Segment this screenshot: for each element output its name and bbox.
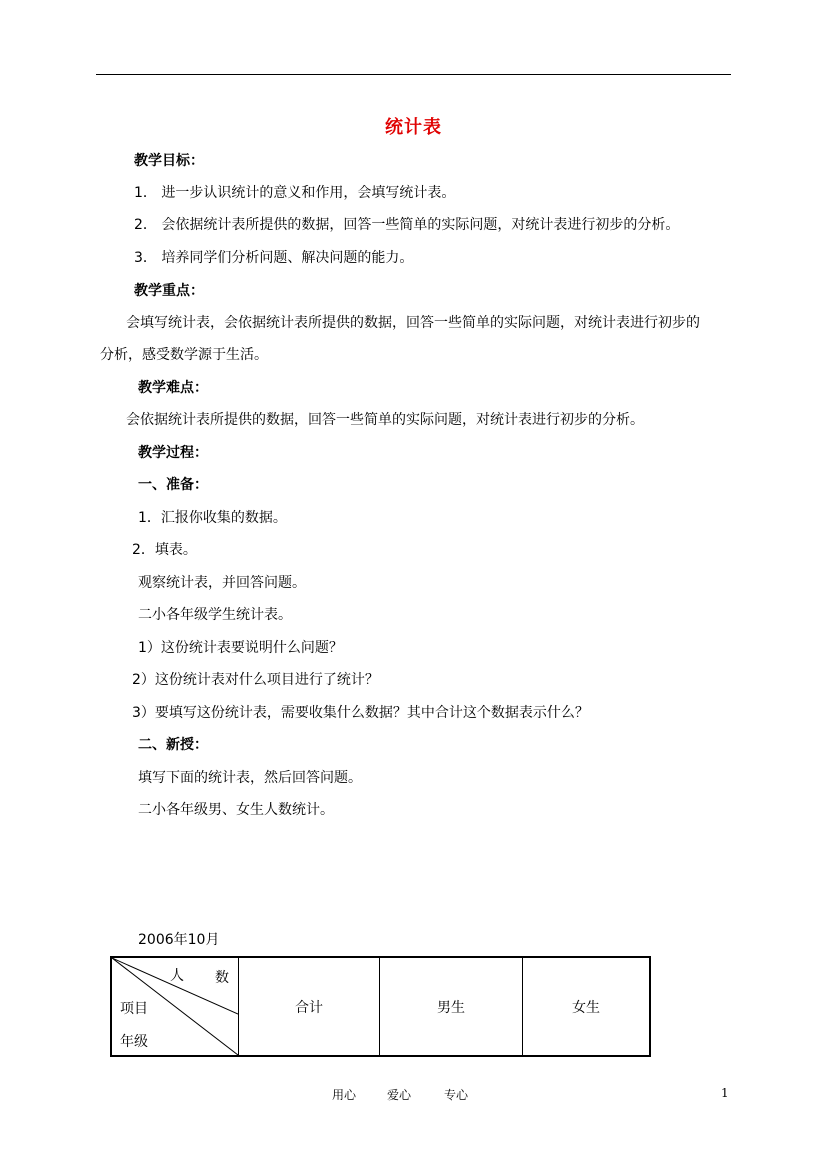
corner-label-shu: 数 bbox=[215, 970, 229, 986]
difficulty-heading: 教学难点： bbox=[138, 380, 208, 396]
table-date: 2006年10月 bbox=[138, 932, 220, 948]
process-heading: 教学过程： bbox=[138, 445, 208, 461]
corner-label-xiangmu: 项目 bbox=[120, 1001, 148, 1017]
column-header-total: 合计 bbox=[239, 957, 380, 1056]
question-3: 3）要填写这份统计表，需要收集什么数据？其中合计这个数据表示什么？ bbox=[132, 705, 589, 721]
new-item-2: 二小各年级男、女生人数统计。 bbox=[138, 802, 334, 818]
prep-item-4: 二小各年级学生统计表。 bbox=[138, 607, 292, 623]
goal-item-1: 1． 进一步认识统计的意义和作用，会填写统计表。 bbox=[134, 185, 456, 201]
page-number: 1 bbox=[721, 1086, 729, 1100]
diagonal-header-cell bbox=[111, 957, 239, 1056]
column-header-girls: 女生 bbox=[523, 957, 651, 1056]
key-text-line-1: 会填写统计表，会依据统计表所提供的数据，回答一些简单的实际问题，对统计表进行初步的 bbox=[126, 315, 700, 331]
question-1: 1）这份统计表要说明什么问题？ bbox=[138, 640, 343, 656]
footer-slogan-1: 用心 bbox=[332, 1088, 357, 1102]
goals-heading: 教学目标： bbox=[134, 153, 204, 169]
difficulty-text: 会依据统计表所提供的数据，回答一些简单的实际问题，对统计表进行初步的分析。 bbox=[126, 412, 644, 428]
footer-slogan-3: 专心 bbox=[444, 1088, 469, 1102]
new-item-1: 填写下面的统计表，然后回答问题。 bbox=[138, 770, 362, 786]
key-text-line-2: 分析，感受数学源于生活。 bbox=[100, 347, 268, 363]
document-title: 统计表 bbox=[385, 117, 442, 138]
stat-table bbox=[110, 956, 651, 1057]
new-heading: 二、新授： bbox=[138, 737, 208, 753]
goal-item-2: 2． 会依据统计表所提供的数据，回答一些简单的实际问题，对统计表进行初步的分析。 bbox=[134, 217, 680, 233]
corner-label-ren: 人 bbox=[170, 968, 184, 984]
corner-label-nianji: 年级 bbox=[120, 1034, 148, 1050]
key-heading: 教学重点： bbox=[134, 283, 204, 299]
footer-slogan-2: 爱心 bbox=[387, 1088, 412, 1102]
prep-item-2: 2．填表。 bbox=[132, 542, 197, 558]
question-2: 2）这份统计表对什么项目进行了统计？ bbox=[132, 672, 379, 688]
column-header-boys: 男生 bbox=[380, 957, 523, 1056]
goal-item-3: 3． 培养同学们分析问题、解决问题的能力。 bbox=[134, 250, 414, 266]
prep-item-3: 观察统计表，并回答问题。 bbox=[138, 575, 306, 591]
prep-item-1: 1．汇报你收集的数据。 bbox=[138, 510, 287, 526]
table-header-row bbox=[111, 957, 650, 1056]
prep-heading: 一、准备： bbox=[138, 477, 208, 493]
header-rule bbox=[96, 74, 731, 75]
